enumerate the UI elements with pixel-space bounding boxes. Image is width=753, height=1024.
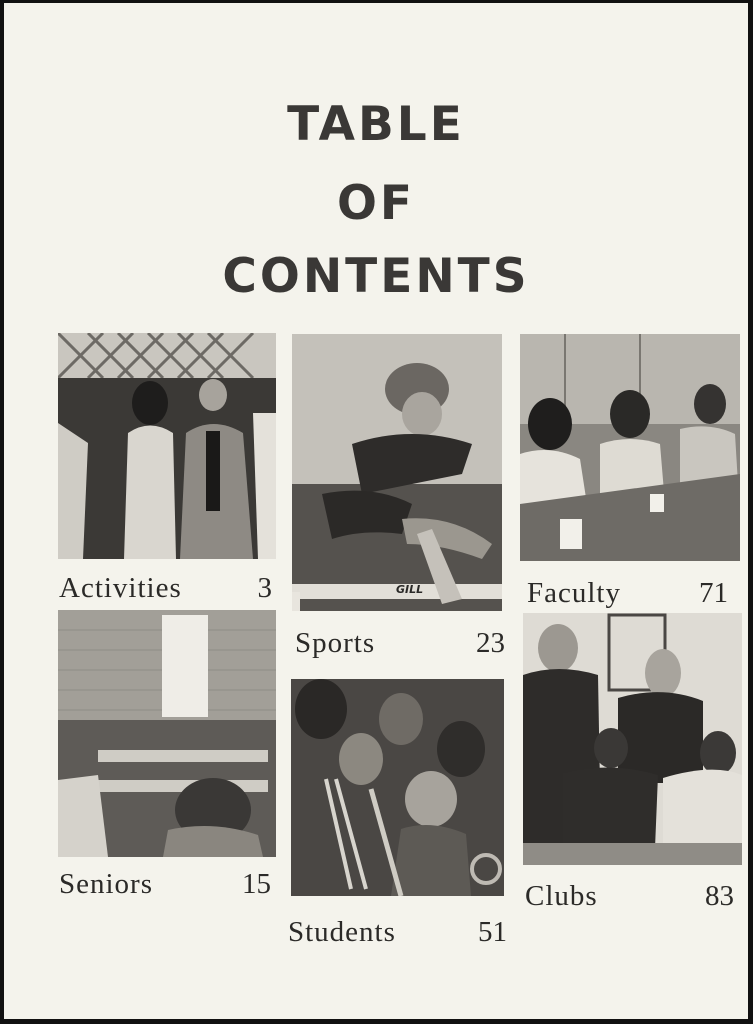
activities-photo: [58, 333, 276, 559]
section-label-clubs: Clubs: [525, 880, 598, 912]
section-page-faculty: 71: [699, 577, 728, 609]
faculty-photo: [520, 334, 740, 561]
seniors-photo: [58, 610, 276, 857]
title-line-table: TABLE: [287, 97, 465, 152]
section-label-students: Students: [288, 916, 396, 948]
section-label-faculty: Faculty: [527, 577, 621, 609]
section-page-students: 51: [478, 916, 507, 948]
section-page-seniors: 15: [242, 868, 271, 900]
sports-hurdle-sign: GILL: [396, 583, 424, 596]
section-page-sports: 23: [476, 627, 505, 659]
section-label-sports: Sports: [295, 627, 376, 659]
students-photo: [291, 679, 504, 896]
title-line-contents: CONTENTS: [222, 249, 530, 304]
section-page-activities: 3: [257, 572, 272, 604]
title-line-of: OF: [336, 176, 416, 231]
section-label-seniors: Seniors: [59, 868, 153, 900]
yearbook-page: [4, 3, 748, 1019]
clubs-photo: [523, 613, 742, 865]
section-page-clubs: 83: [705, 880, 734, 912]
section-label-activities: Activities: [59, 572, 182, 604]
sports-photo: [292, 334, 502, 611]
